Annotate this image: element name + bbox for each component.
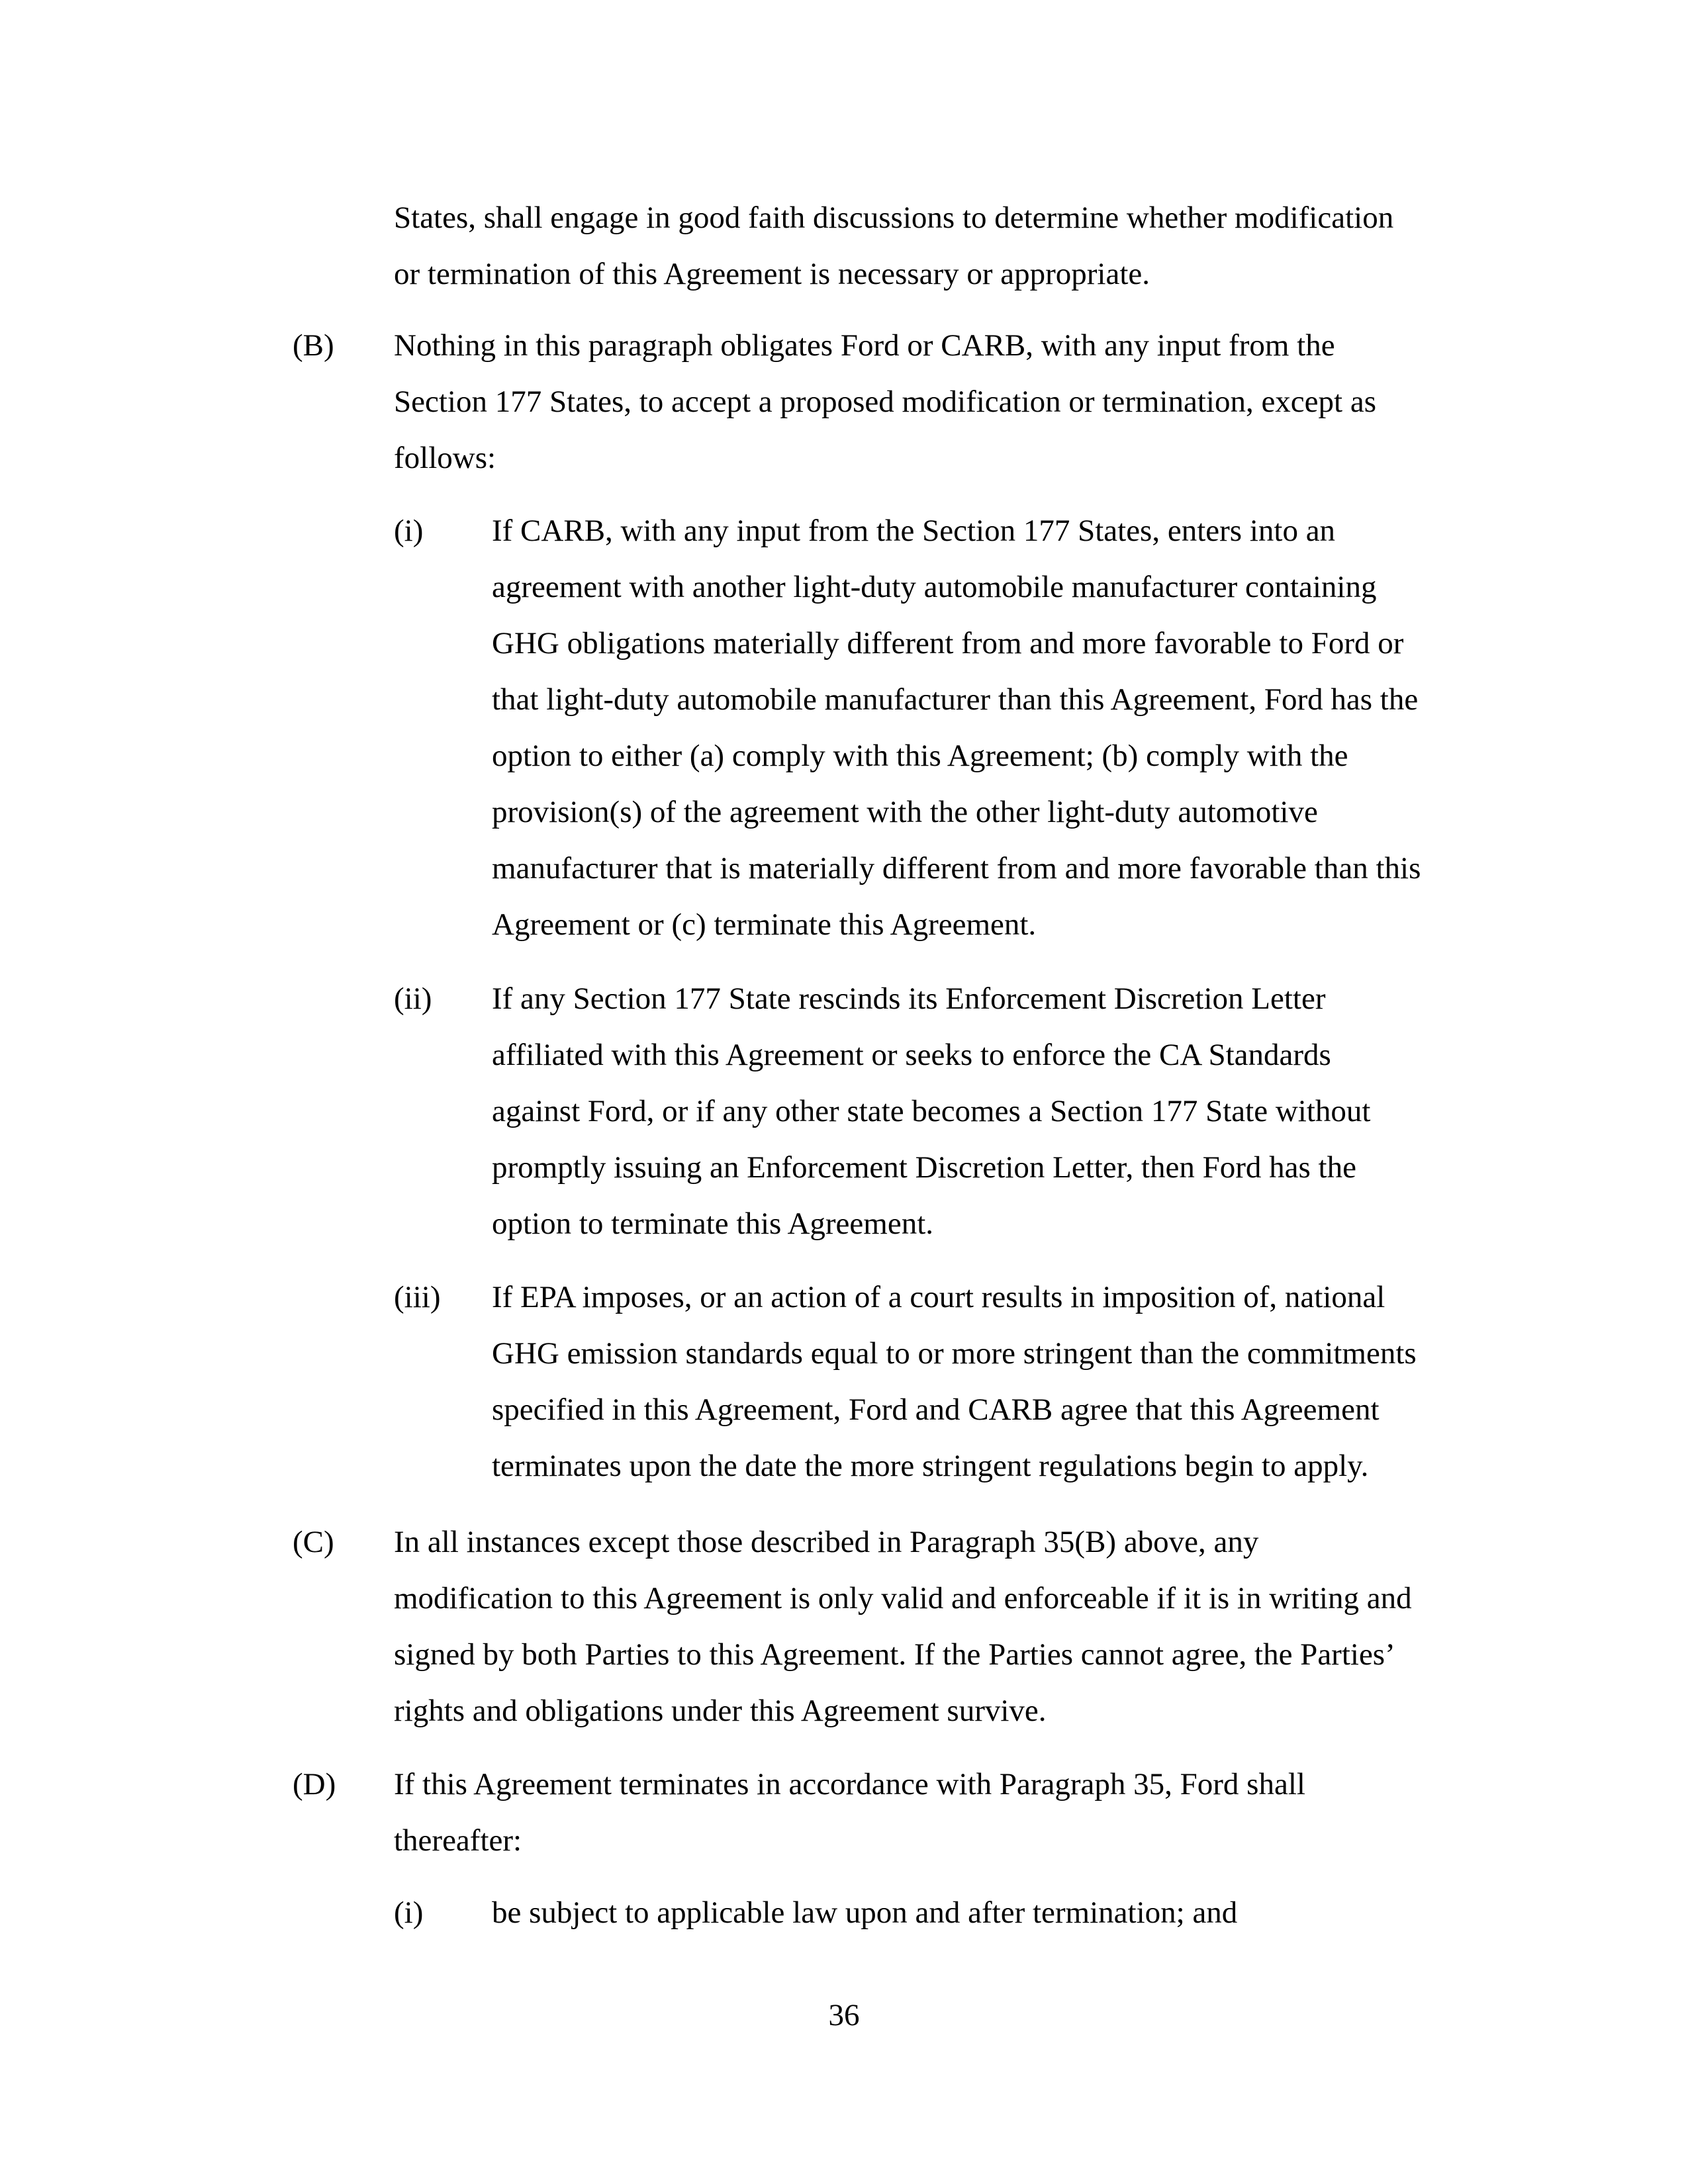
paragraph-d-i-text: be subject to applicable law upon and after termination; and	[492, 1895, 1238, 1930]
paragraph-b-ii-text: If any Section 177 State rescinds its Enforcement Discretion Letter affiliated with this Agreement or seeks to enforce the CA Standards against Ford, or if any other state becomes a Section 177 State without promptly issuing an Enforcement Discretion Letter, then Ford has the option to terminate this Agreement.	[492, 981, 1371, 1241]
paragraph-c-text: In all instances except those described in Paragraph 35(B) above, any modification to this Agreement is only valid and enforceable if it is in writing and signed by both Parties to this Agreement. If the Parties cannot agree, the Parties’ rights and obligations under this Agreement survive.	[394, 1525, 1412, 1728]
paragraph-b-iii-text: If EPA imposes, or an action of a court results in imposition of, national GHG emission standards equal to or more stringent than the commitments specified in this Agreement, Ford and CARB agree that this Agreement terminates upon the date the more stringent regulations begin to apply.	[492, 1280, 1417, 1483]
paragraph-b-i-label: (i)	[394, 514, 424, 548]
paragraph-c-label: (C)	[293, 1525, 334, 1559]
continuation-paragraph: States, shall engage in good faith discussions to determine whether modification or termination of this Agreement is necessary or appropriate.	[394, 201, 1394, 291]
paragraph-b-ii-label: (ii)	[394, 981, 432, 1016]
paragraph-d-text: If this Agreement terminates in accordance with Paragraph 35, Ford shall thereafter:	[394, 1767, 1305, 1858]
paragraph-d-label: (D)	[293, 1767, 336, 1801]
paragraph-b-iii-label: (iii)	[394, 1280, 441, 1314]
paragraph-b-label: (B)	[293, 328, 334, 363]
paragraph-b-i-text: If CARB, with any input from the Section 177 States, enters into an agreement with another light-duty automobile manufacturer containing GHG obligations materially different from and more favorable to Ford or that light-duty automobile manufacturer than this Agreement, Ford has the option to either (a) comply with this Agreement; (b) comply with the provision(s) of the agreement with the other light-duty automotive manufacturer that is materially different from and more favorable than this Agreement or (c) terminate this Agreement.	[492, 514, 1421, 942]
paragraph-d-i-label: (i)	[394, 1895, 424, 1930]
paragraph-b-text: Nothing in this paragraph obligates Ford or CARB, with any input from the Section 177 States, to accept a proposed modification or termination, except as follows:	[394, 328, 1376, 475]
page-number: 36	[828, 1998, 860, 2032]
